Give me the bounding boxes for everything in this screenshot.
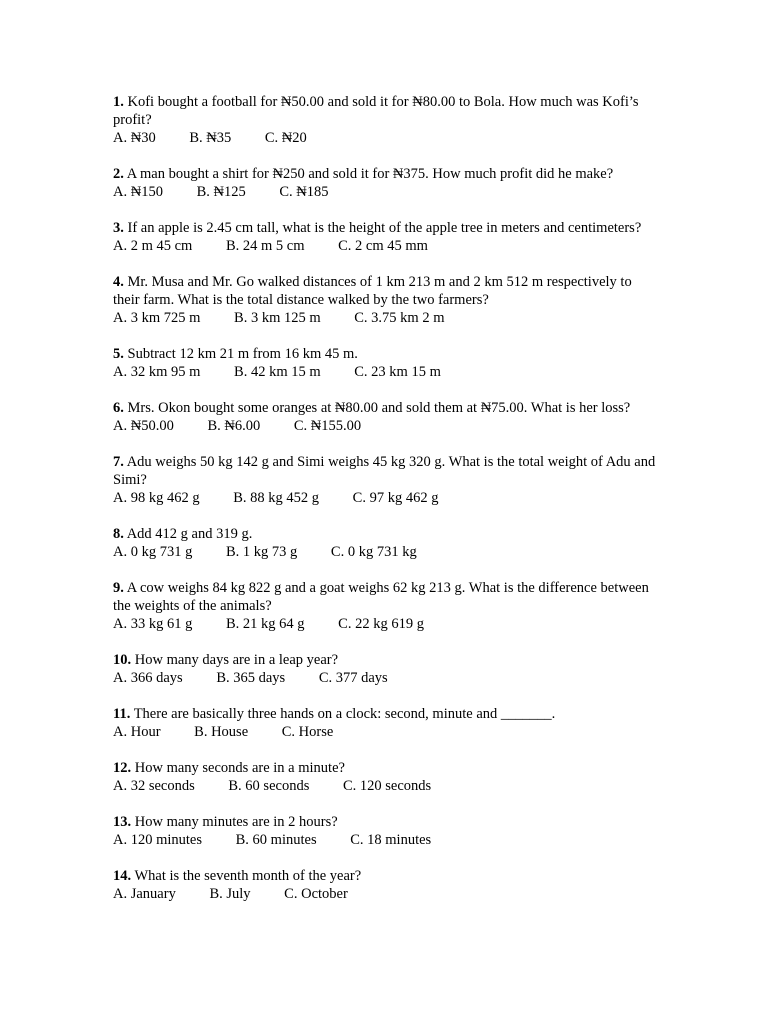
question-text-line (113, 525, 660, 543)
answer-options (113, 417, 660, 435)
answer-options (113, 885, 660, 903)
option-a: A. 120 minutes (113, 832, 203, 848)
answer-options (113, 183, 660, 201)
answer-options (113, 723, 660, 741)
question-7 (113, 453, 660, 507)
question-number: 3. (113, 220, 124, 236)
option-b: B. 3 km 125 m (234, 310, 321, 326)
option-c: C. 120 seconds (342, 778, 432, 794)
option-b: B. ₦6.00 (207, 418, 261, 434)
question-text: Adu weighs 50 kg 142 g and Simi weighs 45 kg 320 g. What is the total weight of Adu and Simi? (113, 454, 656, 488)
option-b: B. ₦125 (196, 184, 246, 200)
option-c: C. 0 kg 731 kg (330, 544, 417, 560)
question-3 (113, 219, 660, 255)
option-b: B. 88 kg 452 g (233, 490, 320, 506)
question-text: Mrs. Okon bought some oranges at ₦80.00 and sold them at ₦75.00. What is her loss? (127, 400, 631, 416)
question-text-line (113, 93, 660, 129)
option-c: C. 97 kg 462 g (352, 490, 439, 506)
question-text-line (113, 759, 660, 777)
question-number: 14. (113, 868, 132, 884)
question-text-line (113, 165, 660, 183)
question-8 (113, 525, 660, 561)
option-a: A. 98 kg 462 g (113, 490, 200, 506)
question-10 (113, 651, 660, 687)
answer-options (113, 363, 660, 381)
question-12 (113, 759, 660, 795)
question-text: How many seconds are in a minute? (134, 760, 345, 776)
question-text-line (113, 453, 660, 489)
option-b: B. 42 km 15 m (234, 364, 321, 380)
option-c: C. 18 minutes (350, 832, 432, 848)
question-number: 4. (113, 274, 124, 290)
question-number: 9. (113, 580, 124, 596)
option-b: B. July (209, 886, 251, 902)
question-text: There are basically three hands on a clock: second, minute and _______. (133, 706, 556, 722)
option-c: C. ₦155.00 (293, 418, 362, 434)
option-b: B. 60 seconds (228, 778, 310, 794)
option-a: A. ₦50.00 (113, 418, 174, 434)
answer-options (113, 309, 660, 327)
question-text: Kofi bought a football for ₦50.00 and sold it for ₦80.00 to Bola. How much was Kofi’s profit? (113, 94, 639, 128)
question-text: Mr. Musa and Mr. Go walked distances of 1 km 213 m and 2 km 512 m respectively to their farm. What is the total distance walked by the two farmers? (113, 274, 632, 308)
question-number: 6. (113, 400, 124, 416)
option-a: A. 2 m 45 cm (113, 238, 193, 254)
question-text: How many minutes are in 2 hours? (134, 814, 338, 830)
question-text-line (113, 399, 660, 417)
question-text: If an apple is 2.45 cm tall, what is the height of the apple tree in meters and centimeters? (127, 220, 642, 236)
question-text-line (113, 273, 660, 309)
answer-options (113, 777, 660, 795)
question-number: 8. (113, 526, 124, 542)
question-number: 13. (113, 814, 132, 830)
option-c: C. October (284, 886, 348, 902)
question-number: 1. (113, 94, 124, 110)
question-13 (113, 813, 660, 849)
question-2 (113, 165, 660, 201)
question-text: Subtract 12 km 21 m from 16 km 45 m. (127, 346, 358, 362)
question-text-line (113, 651, 660, 669)
option-c: C. 3.75 km 2 m (354, 310, 445, 326)
option-c: C. 23 km 15 m (354, 364, 441, 380)
question-text-line (113, 579, 660, 615)
question-text: Add 412 g and 319 g. (126, 526, 253, 542)
question-5 (113, 345, 660, 381)
option-a: A. 32 km 95 m (113, 364, 201, 380)
answer-options (113, 543, 660, 561)
question-number: 7. (113, 454, 124, 470)
option-a: A. 0 kg 731 g (113, 544, 193, 560)
question-text-line (113, 345, 660, 363)
question-14 (113, 867, 660, 903)
question-1 (113, 93, 660, 147)
answer-options (113, 669, 660, 687)
option-b: B. ₦35 (189, 130, 232, 146)
question-6 (113, 399, 660, 435)
answer-options (113, 615, 660, 633)
option-b: B. 60 minutes (235, 832, 317, 848)
question-text-line (113, 705, 660, 723)
question-4 (113, 273, 660, 327)
answer-options (113, 489, 660, 507)
option-a: A. 32 seconds (113, 778, 195, 794)
option-c: C. ₦185 (279, 184, 329, 200)
question-number: 5. (113, 346, 124, 362)
question-text-line (113, 867, 660, 885)
option-c: C. 2 cm 45 mm (338, 238, 428, 254)
question-text-line (113, 813, 660, 831)
option-a: A. 366 days (113, 670, 183, 686)
answer-options (113, 237, 660, 255)
option-b: B. 1 kg 73 g (225, 544, 298, 560)
option-a: A. ₦30 (113, 130, 156, 146)
question-number: 10. (113, 652, 132, 668)
question-text-line (113, 219, 660, 237)
question-text: What is the seventh month of the year? (134, 868, 362, 884)
question-number: 2. (113, 166, 124, 182)
question-text: A cow weighs 84 kg 822 g and a goat weighs 62 kg 213 g. What is the difference between the weights of the animals? (113, 580, 649, 614)
option-a: A. Hour (113, 724, 161, 740)
option-b: B. 365 days (216, 670, 286, 686)
answer-options (113, 831, 660, 849)
question-text: A man bought a shirt for ₦250 and sold it for ₦375. How much profit did he make? (126, 166, 614, 182)
question-number: 12. (113, 760, 132, 776)
option-a: A. 33 kg 61 g (113, 616, 193, 632)
question-text: How many days are in a leap year? (134, 652, 339, 668)
option-a: A. January (113, 886, 176, 902)
option-a: A. 3 km 725 m (113, 310, 201, 326)
option-b: B. 21 kg 64 g (225, 616, 305, 632)
option-c: C. 377 days (318, 670, 388, 686)
option-c: C. Horse (281, 724, 334, 740)
question-number: 11. (113, 706, 131, 722)
option-c: C. ₦20 (264, 130, 307, 146)
question-11 (113, 705, 660, 741)
answer-options (113, 129, 660, 147)
option-a: A. ₦150 (113, 184, 163, 200)
option-b: B. House (194, 724, 249, 740)
question-9 (113, 579, 660, 633)
option-c: C. 22 kg 619 g (338, 616, 424, 632)
option-b: B. 24 m 5 cm (225, 238, 305, 254)
